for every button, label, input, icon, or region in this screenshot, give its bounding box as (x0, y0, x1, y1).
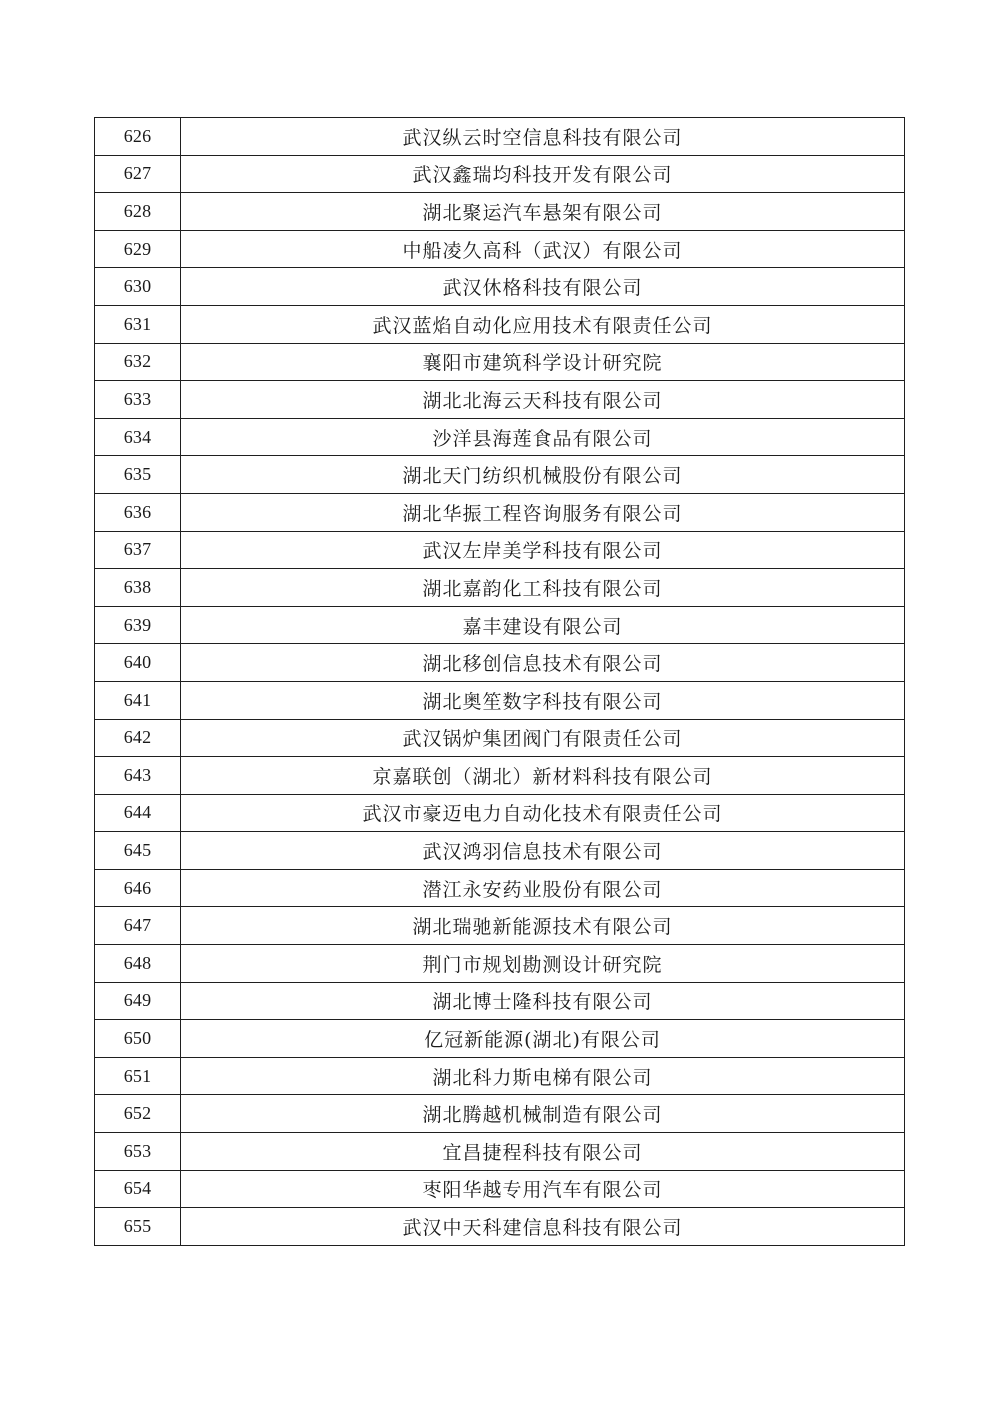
row-number: 654 (95, 1170, 181, 1208)
company-name: 潜江永安药业股份有限公司 (181, 869, 905, 907)
table-row (95, 1057, 905, 1095)
table-row (95, 1020, 905, 1058)
table-row (95, 757, 905, 795)
row-number: 631 (95, 305, 181, 343)
table-row (95, 907, 905, 945)
company-name: 中船凌久高科（武汉）有限公司 (181, 230, 905, 268)
company-name: 湖北瑞驰新能源技术有限公司 (181, 907, 905, 945)
company-name: 武汉左岸美学科技有限公司 (181, 531, 905, 569)
table-row (95, 418, 905, 456)
row-number: 639 (95, 606, 181, 644)
company-name: 京嘉联创（湖北）新材料科技有限公司 (181, 757, 905, 795)
row-number: 653 (95, 1133, 181, 1171)
row-number: 648 (95, 945, 181, 983)
company-name: 沙洋县海莲食品有限公司 (181, 418, 905, 456)
row-number: 644 (95, 794, 181, 832)
company-name: 武汉蓝焰自动化应用技术有限责任公司 (181, 305, 905, 343)
row-number: 646 (95, 869, 181, 907)
company-name: 湖北聚运汽车悬架有限公司 (181, 193, 905, 231)
row-number: 641 (95, 681, 181, 719)
table-row (95, 193, 905, 231)
table-row (95, 569, 905, 607)
table-row (95, 869, 905, 907)
row-number: 628 (95, 193, 181, 231)
company-name: 襄阳市建筑科学设计研究院 (181, 343, 905, 381)
row-number: 640 (95, 644, 181, 682)
company-name: 湖北天门纺织机械股份有限公司 (181, 456, 905, 494)
row-number: 629 (95, 230, 181, 268)
company-name: 武汉市豪迈电力自动化技术有限责任公司 (181, 794, 905, 832)
row-number: 650 (95, 1020, 181, 1058)
row-number: 651 (95, 1057, 181, 1095)
row-number: 655 (95, 1208, 181, 1246)
table-row (95, 118, 905, 156)
row-number: 642 (95, 719, 181, 757)
table-row (95, 456, 905, 494)
company-name: 武汉中天科建信息科技有限公司 (181, 1208, 905, 1246)
table-row (95, 794, 905, 832)
table-row (95, 1170, 905, 1208)
company-name: 湖北移创信息技术有限公司 (181, 644, 905, 682)
table-row (95, 982, 905, 1020)
row-number: 626 (95, 118, 181, 156)
row-number: 627 (95, 155, 181, 193)
table-row (95, 719, 905, 757)
table-row (95, 230, 905, 268)
row-number: 634 (95, 418, 181, 456)
company-name: 湖北腾越机械制造有限公司 (181, 1095, 905, 1133)
row-number: 638 (95, 569, 181, 607)
company-name: 湖北科力斯电梯有限公司 (181, 1057, 905, 1095)
table-row (95, 305, 905, 343)
row-number: 636 (95, 493, 181, 531)
company-name: 湖北奥笙数字科技有限公司 (181, 681, 905, 719)
table-row (95, 606, 905, 644)
row-number: 630 (95, 268, 181, 306)
table-row (95, 268, 905, 306)
row-number: 643 (95, 757, 181, 795)
table-row (95, 681, 905, 719)
company-name: 枣阳华越专用汽车有限公司 (181, 1170, 905, 1208)
company-name: 亿冠新能源(湖北)有限公司 (181, 1020, 905, 1058)
company-name: 武汉鸿羽信息技术有限公司 (181, 832, 905, 870)
table-row (95, 1133, 905, 1171)
row-number: 645 (95, 832, 181, 870)
table-row (95, 1208, 905, 1246)
table-row (95, 644, 905, 682)
table-row (95, 493, 905, 531)
table-row (95, 343, 905, 381)
row-number: 632 (95, 343, 181, 381)
company-list-table (94, 117, 905, 1246)
table-row (95, 832, 905, 870)
company-name: 湖北北海云天科技有限公司 (181, 381, 905, 419)
company-name: 宜昌捷程科技有限公司 (181, 1133, 905, 1171)
company-name: 湖北嘉韵化工科技有限公司 (181, 569, 905, 607)
table-row (95, 155, 905, 193)
company-name: 武汉锅炉集团阀门有限责任公司 (181, 719, 905, 757)
row-number: 635 (95, 456, 181, 494)
table-row (95, 531, 905, 569)
company-name: 嘉丰建设有限公司 (181, 606, 905, 644)
company-name: 武汉纵云时空信息科技有限公司 (181, 118, 905, 156)
table-row (95, 945, 905, 983)
row-number: 649 (95, 982, 181, 1020)
row-number: 652 (95, 1095, 181, 1133)
company-name: 武汉休格科技有限公司 (181, 268, 905, 306)
table-row (95, 381, 905, 419)
company-name: 武汉鑫瑞均科技开发有限公司 (181, 155, 905, 193)
company-name: 湖北华振工程咨询服务有限公司 (181, 493, 905, 531)
row-number: 647 (95, 907, 181, 945)
company-name: 荆门市规划勘测设计研究院 (181, 945, 905, 983)
company-name: 湖北博士隆科技有限公司 (181, 982, 905, 1020)
table-row (95, 1095, 905, 1133)
row-number: 633 (95, 381, 181, 419)
row-number: 637 (95, 531, 181, 569)
table-body (95, 118, 905, 1246)
